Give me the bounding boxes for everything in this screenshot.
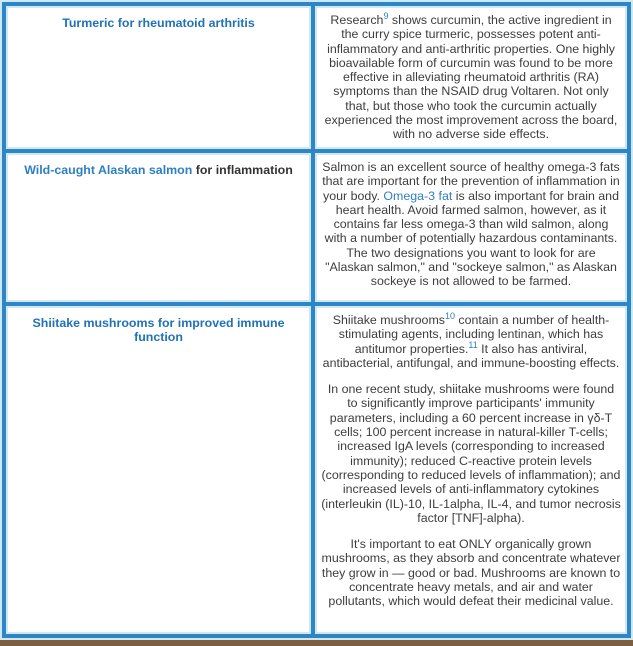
- text-segment: Shiitake mushrooms: [332, 313, 445, 327]
- paragraph: [321, 537, 621, 608]
- paragraph: [18, 316, 299, 345]
- text-segment: Shiitake mushrooms for improved immune function: [32, 316, 285, 345]
- text-segment: contain a number of health-stimulating agents, including lentinan, which has antitumor properties.: [338, 313, 610, 356]
- paragraph: [321, 160, 621, 289]
- row-salmon-description-cell: [315, 153, 627, 302]
- text-segment: is also important for brain and heart health. Avoid farmed salmon, however, as it contains far less omega-3 than wild salmon, along with a number of potentially hazardous contaminants. The two designations you want to look for are "Alaskan salmon," and "sockeye salmon," as Alaskan sockeye is not allowed to be farmed.: [324, 188, 619, 289]
- text-segment: It's important to eat ONLY organically grown mushrooms, as they absorb and concentrate whatever they grow in — good or bad. Mushrooms are known to concentrate heavy metals, and air and water pollutants, which would defeat their medicinal value.: [321, 537, 621, 609]
- paragraph: [18, 16, 299, 30]
- paragraph: [18, 163, 299, 177]
- paragraph: [321, 310, 621, 370]
- reference-link[interactable]: 11: [468, 339, 478, 350]
- text-segment: shows curcumin, the active ingredient in the curry spice turmeric, possesses potent anti-inflammatory and anti-arthritic properties. One highly bioavailable form of curcumin was found to be more effective in alleviating rheumatoid arthritis (RA) symptoms than the NSAID drug Voltaren. Not only that, but those who took the curcumin actually experienced the most improvement across the board, with no adverse side effects.: [324, 13, 618, 142]
- inline-link[interactable]: Omega-3 fat: [383, 188, 453, 203]
- text-segment: for inflammation: [192, 163, 293, 177]
- text-segment: Turmeric for rheumatoid arthritis: [62, 16, 255, 30]
- paragraph: [321, 10, 621, 142]
- inline-link[interactable]: Wild-caught Alaskan salmon: [24, 163, 193, 177]
- reference-link[interactable]: 10: [444, 310, 455, 321]
- row-salmon-topic-cell: [6, 153, 311, 302]
- row-shiitake-topic-cell: [6, 306, 311, 634]
- reference-link[interactable]: 9: [383, 10, 389, 21]
- row-shiitake-description-cell: [315, 306, 627, 634]
- row-turmeric-description-cell: [315, 6, 627, 149]
- section-divider-bar: [0, 640, 633, 646]
- text-segment: In one recent study, shiitake mushrooms were found to significantly improve participants' immunity parameters, including a 60 percent increase in γδ-T cells; 100 percent increase in natural-killer T-cells; increased IgA levels (corresponding to increased immunity); reduced C-reactive protein levels (corresponding to reduced levels of inflammation); and increased levels of anti-inflammatory cytokines (interleukin (IL)-10, IL-1alpha, IL-4, and tumor necrosis factor [TNF]-alpha).: [321, 382, 621, 525]
- text-segment: It also has antiviral, antibacterial, antifungal, and immune-boosting effects.: [322, 341, 620, 370]
- text-segment: Salmon is an excellent source of healthy omega-3 fats that are important for the prevention of inflammation in your body.: [322, 160, 620, 203]
- paragraph: [321, 382, 621, 525]
- text-segment: Research: [330, 13, 384, 27]
- row-turmeric-topic-cell: [6, 6, 311, 149]
